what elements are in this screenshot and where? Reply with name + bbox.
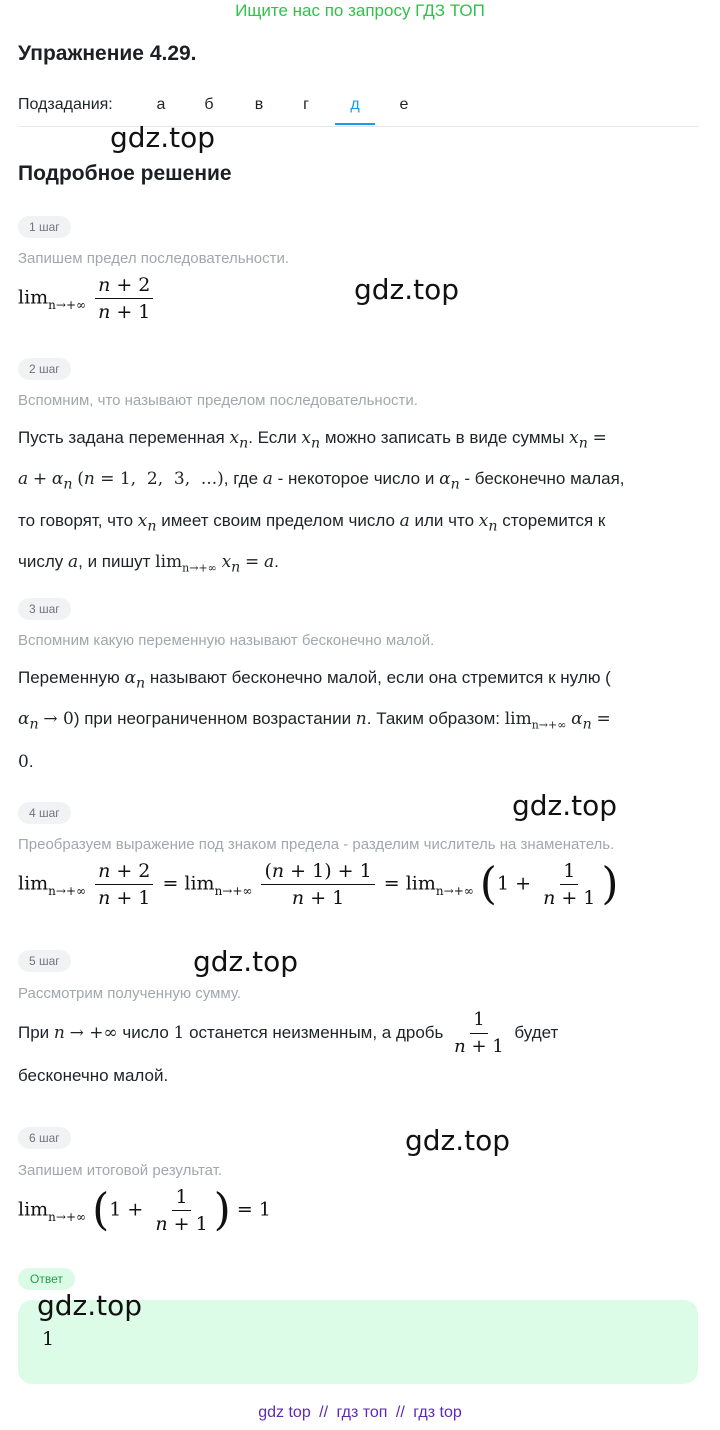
answer-badge: Ответ: [18, 1268, 75, 1290]
watermark: gdz.top: [37, 1289, 143, 1322]
solution-heading: Подробное решение: [18, 162, 232, 185]
footer-link[interactable]: гдз top: [413, 1404, 462, 1421]
subtask-tab-d-active[interactable]: д: [335, 96, 375, 125]
formula-result: $\lim_{n\to+\infty} (1$ + $\frac{1}{n + 1}$ ) = 1: [18, 1184, 271, 1236]
step-badge: 4 шаг: [18, 802, 71, 824]
footer-links: [0, 1404, 720, 1422]
step-2-text: Пусть задана переменная $x_n$. Если $x_n$ можно записать в виде суммы $x_n$ = $a + \alpha_n$ (n = 1, 2, 3, ...), где a - некоторое число и $\alpha_n$ - бесконечно малая, то говорят, что $x_n$ имеет своим пределом число a или что $x_n$ сторемится к числу a, и пишут $\lim_{n\to+\infty} x_n = a$.: [18, 428, 625, 576]
search-banner: Ищите нас по запросу ГДЗ ТОП: [235, 1, 485, 20]
step-5-text: При n → +∞ число 1 останется неизменным, а дробь $\frac{1}{n + 1}$ будет: [18, 1009, 559, 1058]
step-hint: Запишем итоговой результат.: [18, 1162, 223, 1179]
step-badge: 5 шаг: [18, 950, 71, 972]
footer-link[interactable]: гдз топ: [336, 1404, 388, 1421]
subtask-tab-e[interactable]: е: [399, 96, 409, 113]
subtask-tab-a[interactable]: а: [156, 96, 166, 113]
footer-separator: //: [395, 1404, 405, 1421]
watermark: gdz.top: [110, 121, 216, 154]
exercise-title: Упражнение 4.29.: [18, 42, 197, 65]
subtasks-label: Подзадания:: [18, 96, 113, 113]
watermark: gdz.top: [193, 945, 299, 978]
step-hint: Рассмотрим полученную сумму.: [18, 985, 242, 1002]
step-hint: Вспомним, что называют пределом последовательности.: [18, 392, 418, 409]
step-hint: Вспомним какую переменную называют бесконечно малой.: [18, 632, 435, 649]
step-3-text: Переменную $\alpha_n$ называют бесконечно малой, если она стремится к нулю ( $\alpha_n \to 0$) при неограниченном возрастании n. Таким образом: $\lim_{n\to+\infty} \alpha_n$ = 0.: [18, 668, 611, 772]
step-badge: 2 шаг: [18, 358, 71, 380]
formula-transform: $\lim_{n\to+\infty}$ $\frac{n + 2}{n + 1}$ = $\lim_{n\to+\infty}$ $\frac{(n + 1) + 1}{n + 1}$ = $\lim_{n\to+\infty} (1$ + $\frac{1}{n + 1}$ ): [18, 858, 619, 910]
footer-link[interactable]: gdz top: [258, 1404, 311, 1421]
footer-separator: //: [319, 1404, 329, 1421]
step-5-text-cont: бесконечно малой.: [18, 1066, 169, 1085]
step-badge: 1 шаг: [18, 216, 71, 238]
step-badge: 3 шаг: [18, 598, 71, 620]
step-hint: Преобразуем выражение под знаком предела - разделим числитель на знаменатель.: [18, 836, 615, 853]
step-badge: 6 шаг: [18, 1127, 71, 1149]
subtask-tab-b[interactable]: б: [204, 96, 214, 113]
subtask-tab-v[interactable]: в: [254, 96, 264, 113]
watermark: gdz.top: [354, 273, 460, 306]
answer-value: 1: [42, 1328, 55, 1350]
formula-limit: $\lim_{n\to+\infty}$ $\frac{n + 2}{n + 1}$: [18, 274, 156, 323]
subtask-tab-g[interactable]: г: [303, 96, 309, 113]
watermark: gdz.top: [512, 789, 618, 822]
step-hint: Запишем предел последовательности.: [18, 250, 290, 267]
watermark: gdz.top: [405, 1124, 511, 1157]
